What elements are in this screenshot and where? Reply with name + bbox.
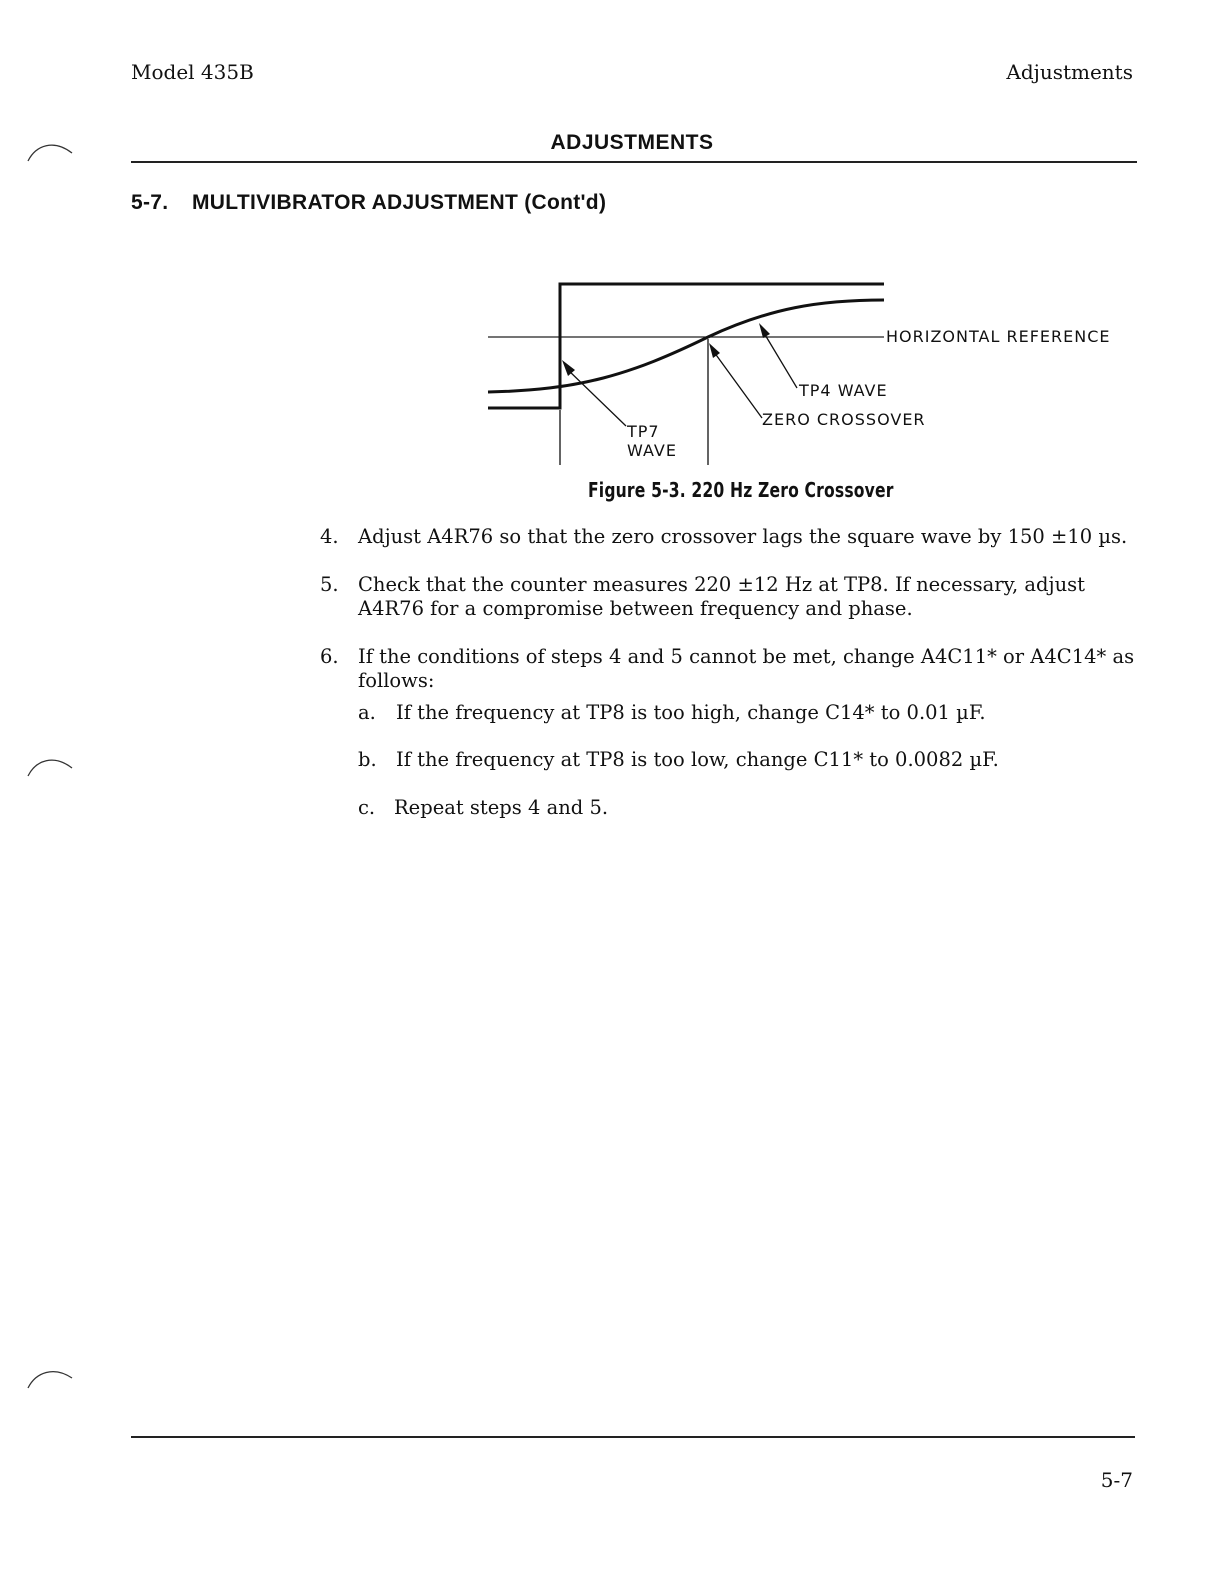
section-title: ADJUSTMENTS — [550, 131, 714, 154]
step-text: Check that the counter measures 220 ±12 Hz at TP8. If necessary, adjust A4R76 for a compromise between frequency and phase. — [358, 573, 1085, 620]
tp7-label: TP7 — [627, 422, 660, 441]
horizontal-reference-label: HORIZONTAL REFERENCE — [886, 327, 1111, 346]
header-section: Adjustments — [1006, 60, 1133, 84]
substep-text: Repeat steps 4 and 5. — [394, 796, 609, 819]
step-number: 6. — [320, 645, 339, 668]
step-text: Adjust A4R76 so that the zero crossover lags the square wave by 150 ±10 µs. — [358, 525, 1128, 548]
substep-text: If the frequency at TP8 is too low, change C11* to 0.0082 µF. — [396, 748, 999, 771]
tp4-arrow-line — [764, 333, 797, 388]
top-rule — [131, 161, 1137, 163]
punch-hole-arc-middle — [24, 750, 80, 780]
tp7-arrowhead — [562, 360, 575, 376]
header-model: Model 435B — [131, 60, 254, 84]
step-text: If the conditions of steps 4 and 5 cannot be met, change A4C11* or A4C14* as follows: — [358, 645, 1135, 692]
subsection-heading — [131, 191, 606, 215]
subsection-title: MULTIVIBRATOR ADJUSTMENT (Cont'd) — [192, 191, 607, 214]
substep-text: If the frequency at TP8 is too high, change C14* to 0.01 µF. — [396, 701, 986, 724]
punch-hole-arc-top — [24, 135, 80, 165]
page-number: 5-7 — [1100, 1468, 1133, 1492]
tp4-arrowhead — [759, 323, 770, 338]
tp7-arrow-line — [566, 368, 626, 426]
zero-crossover-arrow-line — [714, 352, 762, 418]
figure-caption: Figure 5-3. 220 Hz Zero Crossover — [588, 478, 894, 502]
subsection-number: 5-7. — [131, 191, 169, 214]
zero-crossover-figure — [480, 260, 1120, 470]
substep-letter: b. — [358, 748, 377, 771]
substep-letter: c. — [358, 796, 376, 819]
substep-letter: a. — [358, 701, 376, 724]
tp7-wave-label: WAVE — [627, 441, 677, 460]
step-number: 5. — [320, 573, 339, 596]
step-number: 4. — [320, 525, 339, 548]
tp4-sine-wave — [488, 300, 884, 392]
tp4-wave-label: TP4 WAVE — [799, 381, 888, 400]
zero-crossover-label: ZERO CROSSOVER — [762, 410, 926, 429]
zero-crossover-arrowhead — [709, 343, 720, 358]
bottom-rule — [131, 1436, 1135, 1438]
punch-hole-arc-bottom — [24, 1362, 80, 1392]
